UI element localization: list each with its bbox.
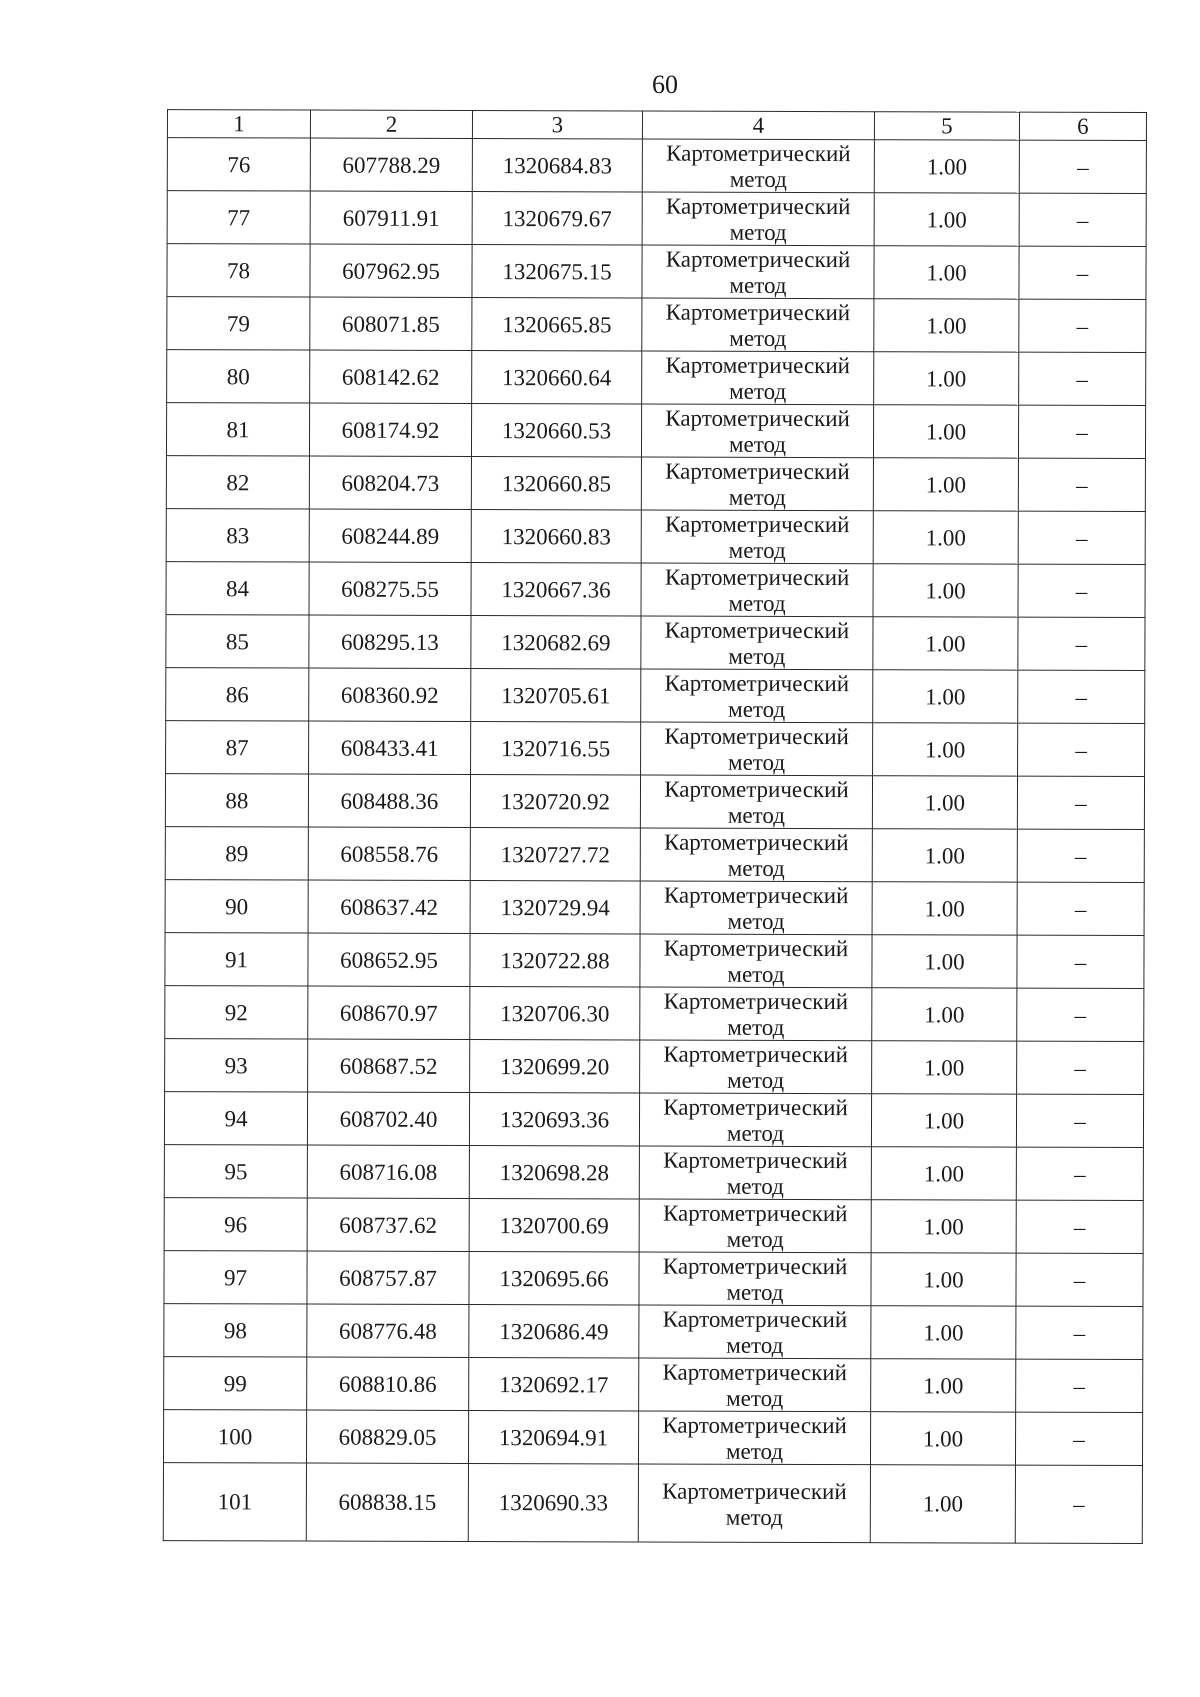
column-header-2: 2: [310, 110, 472, 138]
method-cell: [641, 616, 873, 670]
coordinate-x: 608838.15: [306, 1463, 468, 1541]
accuracy-value: 1.00: [872, 988, 1017, 1041]
note-dash: –: [1019, 299, 1146, 352]
method-text-line2: метод: [728, 749, 786, 775]
method-text-line2: метод: [729, 378, 787, 404]
method-text-line1: Картометрический: [664, 829, 849, 856]
accuracy-value: 1.00: [872, 1041, 1017, 1094]
coordinate-x: 608716.08: [307, 1145, 469, 1198]
note-dash: –: [1015, 1412, 1142, 1465]
coordinate-x: 608637.42: [308, 880, 470, 933]
coordinate-x: 607788.29: [310, 138, 472, 191]
table-row: [165, 986, 1144, 1042]
coordinate-x: 608558.76: [308, 827, 470, 880]
accuracy-value: 1.00: [870, 1465, 1015, 1543]
column-header-4: 4: [642, 111, 874, 140]
accuracy-value: 1.00: [871, 1306, 1016, 1359]
method-cell: [641, 722, 873, 776]
note-dash: –: [1017, 882, 1144, 935]
method-cell: [639, 1305, 871, 1359]
method-cell: [639, 1199, 871, 1253]
method-text-line1: Картометрический: [663, 1147, 848, 1174]
note-dash: –: [1017, 1041, 1144, 1094]
point-number: 85: [166, 615, 309, 668]
note-dash: –: [1017, 829, 1144, 882]
method-text-line1: Картометрический: [663, 1094, 848, 1121]
method-text-line2: метод: [727, 908, 785, 934]
coordinate-y: 1320729.94: [470, 880, 640, 934]
method-cell: [642, 351, 874, 405]
note-dash: –: [1015, 1465, 1142, 1543]
table-row: [167, 138, 1146, 194]
method-text-line2: метод: [727, 855, 785, 881]
method-text-line2: метод: [729, 219, 787, 245]
coordinate-y: 1320699.20: [470, 1039, 640, 1093]
table-row: [165, 1039, 1144, 1095]
method-cell: [642, 298, 874, 352]
accuracy-value: 1.00: [873, 458, 1018, 511]
coordinate-y: 1320727.72: [470, 827, 640, 881]
note-dash: –: [1018, 564, 1145, 617]
column-header-5: 5: [874, 112, 1019, 140]
point-number: 82: [166, 456, 309, 509]
column-header-3: 3: [472, 110, 642, 139]
method-text-line2: метод: [728, 696, 786, 722]
table-row: [163, 1410, 1142, 1466]
coordinate-y: 1320690.33: [468, 1463, 638, 1542]
method-text-line1: Картометрический: [662, 1200, 848, 1227]
point-number: 91: [165, 933, 308, 986]
point-number: 94: [164, 1092, 307, 1145]
method-text-line1: Картометрический: [664, 670, 850, 697]
coordinate-y: 1320705.61: [471, 668, 641, 722]
coordinate-y: 1320660.64: [472, 350, 642, 404]
coordinate-y: 1320682.69: [471, 615, 641, 669]
coordinate-y: 1320692.17: [469, 1357, 639, 1411]
method-cell: [640, 987, 872, 1041]
accuracy-value: 1.00: [874, 140, 1019, 193]
table-row: [165, 774, 1144, 830]
table-row: [164, 1357, 1143, 1413]
coordinates-table-container: [167, 112, 1146, 1544]
coordinate-x: 608204.73: [309, 456, 471, 509]
method-text-line1: Картометрический: [665, 299, 851, 326]
page-number: 60: [652, 70, 678, 99]
method-cell: [640, 828, 872, 882]
method-text-line1: Картометрический: [662, 1478, 847, 1504]
coordinate-x: 608275.55: [309, 562, 471, 615]
accuracy-value: 1.00: [872, 776, 1017, 829]
table-body: [163, 138, 1146, 1544]
note-dash: –: [1016, 1147, 1143, 1200]
table-row: [164, 1304, 1143, 1360]
note-dash: –: [1016, 1200, 1143, 1253]
method-cell: [638, 1464, 870, 1543]
coordinate-y: 1320700.69: [469, 1198, 639, 1252]
method-text-line1: Картометрический: [664, 617, 850, 644]
method-cell: [640, 934, 872, 988]
coordinate-x: 608295.13: [309, 615, 471, 668]
table-row: [165, 933, 1144, 989]
accuracy-value: 1.00: [874, 193, 1019, 246]
note-dash: –: [1017, 935, 1144, 988]
point-number: 99: [164, 1357, 307, 1410]
coordinate-y: 1320665.85: [472, 297, 642, 351]
note-dash: –: [1016, 1306, 1143, 1359]
coordinate-x: 608810.86: [307, 1357, 469, 1410]
coordinate-x: 608174.92: [309, 403, 471, 456]
accuracy-value: 1.00: [872, 829, 1017, 882]
method-text-line1: Картометрический: [665, 193, 851, 220]
accuracy-value: 1.00: [873, 511, 1018, 564]
point-number: 100: [163, 1410, 306, 1463]
method-text-line2: метод: [728, 431, 787, 457]
method-text-line2: метод: [726, 1226, 784, 1252]
column-header-1: 1: [167, 110, 310, 138]
coordinate-y: 1320698.28: [469, 1145, 639, 1199]
coordinate-x: 608142.62: [310, 350, 472, 403]
coordinate-x: 608687.52: [308, 1039, 470, 1092]
coordinate-x: 608737.62: [307, 1198, 469, 1251]
method-text-line1: Картометрический: [663, 882, 849, 909]
point-number: 88: [165, 774, 308, 827]
method-text-line1: Картометрический: [665, 458, 850, 485]
table-row: [166, 403, 1145, 459]
point-number: 77: [167, 191, 310, 244]
method-text-line1: Картометрический: [662, 1412, 847, 1439]
accuracy-value: 1.00: [871, 1359, 1016, 1412]
table-row: [164, 1092, 1143, 1148]
note-dash: –: [1018, 511, 1145, 564]
method-cell: [640, 881, 872, 935]
method-text-line2: метод: [725, 1504, 783, 1530]
accuracy-value: 1.00: [871, 1147, 1016, 1200]
method-text-line1: Картометрический: [664, 564, 850, 591]
coordinate-y: 1320720.92: [470, 774, 640, 828]
note-dash: –: [1016, 1253, 1143, 1306]
method-cell: [642, 245, 874, 299]
accuracy-value: 1.00: [873, 564, 1018, 617]
method-text-line1: Картометрический: [664, 776, 849, 803]
coordinate-y: 1320722.88: [470, 933, 640, 987]
method-text-line2: метод: [728, 643, 786, 669]
table-row: [166, 562, 1145, 618]
accuracy-value: 1.00: [873, 670, 1018, 723]
table-row: [165, 880, 1144, 936]
point-number: 83: [166, 509, 309, 562]
point-number: 98: [164, 1304, 307, 1357]
accuracy-value: 1.00: [873, 617, 1018, 670]
method-text-line2: метод: [729, 272, 787, 298]
note-dash: –: [1019, 246, 1146, 299]
coordinates-table: [163, 109, 1147, 1544]
point-number: 97: [164, 1251, 307, 1304]
accuracy-value: 1.00: [871, 1253, 1016, 1306]
point-number: 89: [165, 827, 308, 880]
table-row: [164, 1198, 1143, 1254]
coordinate-x: 608433.41: [309, 721, 471, 774]
point-number: 79: [167, 297, 310, 350]
method-text-line1: Картометрический: [665, 246, 851, 273]
coordinate-x: 608776.48: [307, 1304, 469, 1357]
note-dash: –: [1018, 617, 1145, 670]
point-number: 86: [166, 668, 309, 721]
accuracy-value: 1.00: [872, 882, 1017, 935]
method-text-line2: метод: [727, 802, 785, 828]
method-text-line2: метод: [726, 1173, 784, 1199]
note-dash: –: [1016, 1094, 1143, 1147]
table-row: [166, 721, 1145, 777]
coordinate-y: 1320693.36: [469, 1092, 639, 1146]
coordinate-x: 608757.87: [307, 1251, 469, 1304]
method-cell: [640, 1040, 872, 1094]
accuracy-value: 1.00: [872, 935, 1017, 988]
coordinate-x: 608244.89: [309, 509, 471, 562]
table-row: [167, 244, 1146, 300]
method-text-line1: Картометрический: [665, 405, 850, 432]
coordinate-x: 607911.91: [310, 191, 472, 244]
method-text-line1: Картометрический: [665, 352, 851, 379]
point-number: 90: [165, 880, 308, 933]
method-text-line2: метод: [725, 1438, 784, 1464]
method-cell: [638, 1411, 870, 1465]
method-text-line2: метод: [728, 537, 786, 563]
table-row: [166, 509, 1145, 565]
method-cell: [641, 404, 873, 458]
method-cell: [641, 510, 873, 564]
method-text-line1: Картометрический: [662, 1306, 848, 1333]
table-row: [166, 456, 1145, 512]
method-text-line1: Картометрический: [662, 1253, 848, 1280]
method-text-line2: метод: [726, 1332, 784, 1358]
table-row: [164, 1145, 1143, 1201]
note-dash: –: [1018, 723, 1145, 776]
method-text-line2: метод: [728, 484, 786, 510]
coordinate-y: 1320706.30: [470, 986, 640, 1040]
note-dash: –: [1016, 1359, 1143, 1412]
note-dash: –: [1019, 140, 1146, 193]
method-text-line1: Картометрический: [663, 1041, 848, 1068]
accuracy-value: 1.00: [873, 405, 1018, 458]
table-row: [167, 297, 1146, 353]
accuracy-value: 1.00: [874, 352, 1019, 405]
coordinate-y: 1320686.49: [469, 1304, 639, 1358]
table-row: [165, 827, 1144, 883]
method-text-line2: метод: [729, 166, 787, 192]
coordinate-y: 1320660.85: [471, 456, 641, 510]
method-text-line2: метод: [726, 1279, 784, 1305]
method-text-line1: Картометрический: [662, 1359, 848, 1386]
method-text-line2: метод: [728, 590, 786, 616]
coordinate-y: 1320679.67: [472, 191, 642, 245]
column-header-6: 6: [1019, 112, 1146, 140]
point-number: 80: [167, 350, 310, 403]
note-dash: –: [1019, 193, 1146, 246]
note-dash: –: [1018, 458, 1145, 511]
method-text-line1: Картометрический: [663, 988, 849, 1015]
coordinate-x: 608670.97: [308, 986, 470, 1039]
coordinate-x: 608360.92: [309, 668, 471, 721]
point-number: 93: [165, 1039, 308, 1092]
method-text-line1: Картометрический: [664, 511, 850, 538]
point-number: 84: [166, 562, 309, 615]
point-number: 92: [165, 986, 308, 1039]
header-row: [167, 110, 1146, 141]
table-row: [163, 1463, 1142, 1544]
note-dash: –: [1017, 988, 1144, 1041]
table-row: [166, 615, 1145, 671]
method-text-line2: метод: [726, 1120, 785, 1146]
method-cell: [640, 775, 872, 829]
coordinate-y: 1320660.83: [471, 509, 641, 563]
point-number: 81: [166, 403, 309, 456]
method-cell: [642, 192, 874, 246]
method-text-line2: метод: [726, 1385, 784, 1411]
table-row: [164, 1251, 1143, 1307]
coordinate-x: 608652.95: [308, 933, 470, 986]
accuracy-value: 1.00: [871, 1094, 1016, 1147]
table-row: [166, 668, 1145, 724]
coordinate-x: 608829.05: [306, 1410, 468, 1463]
coordinate-y: 1320660.53: [471, 403, 641, 457]
point-number: 76: [167, 138, 310, 191]
accuracy-value: 1.00: [874, 246, 1019, 299]
coordinate-y: 1320684.83: [472, 138, 642, 192]
point-number: 96: [164, 1198, 307, 1251]
note-dash: –: [1018, 405, 1145, 458]
coordinate-x: 607962.95: [310, 244, 472, 297]
method-cell: [641, 563, 873, 617]
table-header: [167, 110, 1146, 141]
method-text-line2: метод: [727, 961, 785, 987]
coordinate-y: 1320716.55: [471, 721, 641, 775]
method-text-line2: метод: [727, 1014, 785, 1040]
coordinate-y: 1320695.66: [469, 1251, 639, 1305]
note-dash: –: [1018, 670, 1145, 723]
method-text-line2: метод: [729, 325, 787, 351]
coordinate-y: 1320667.36: [471, 562, 641, 616]
method-cell: [639, 1252, 871, 1306]
note-dash: –: [1019, 352, 1146, 405]
table-row: [167, 350, 1146, 406]
method-cell: [641, 457, 873, 511]
table-row: [167, 191, 1146, 247]
method-text-line1: Картометрический: [666, 140, 851, 167]
coordinate-y: 1320675.15: [472, 244, 642, 298]
method-text-line2: метод: [727, 1067, 785, 1093]
accuracy-value: 1.00: [874, 299, 1019, 352]
point-number: 87: [166, 721, 309, 774]
method-cell: [641, 669, 873, 723]
method-text-line1: Картометрический: [663, 935, 849, 962]
coordinate-x: 608702.40: [307, 1092, 469, 1145]
coordinate-x: 608488.36: [308, 774, 470, 827]
coordinate-y: 1320694.91: [468, 1410, 638, 1464]
method-cell: [639, 1146, 871, 1200]
accuracy-value: 1.00: [871, 1200, 1016, 1253]
coordinate-x: 608071.85: [310, 297, 472, 350]
point-number: 78: [167, 244, 310, 297]
point-number: 95: [164, 1145, 307, 1198]
method-cell: [642, 139, 874, 193]
point-number: 101: [163, 1463, 306, 1541]
method-cell: [639, 1358, 871, 1412]
accuracy-value: 1.00: [870, 1412, 1015, 1465]
method-text-line1: Картометрический: [664, 723, 849, 750]
note-dash: –: [1017, 776, 1144, 829]
method-cell: [639, 1093, 871, 1147]
accuracy-value: 1.00: [873, 723, 1018, 776]
